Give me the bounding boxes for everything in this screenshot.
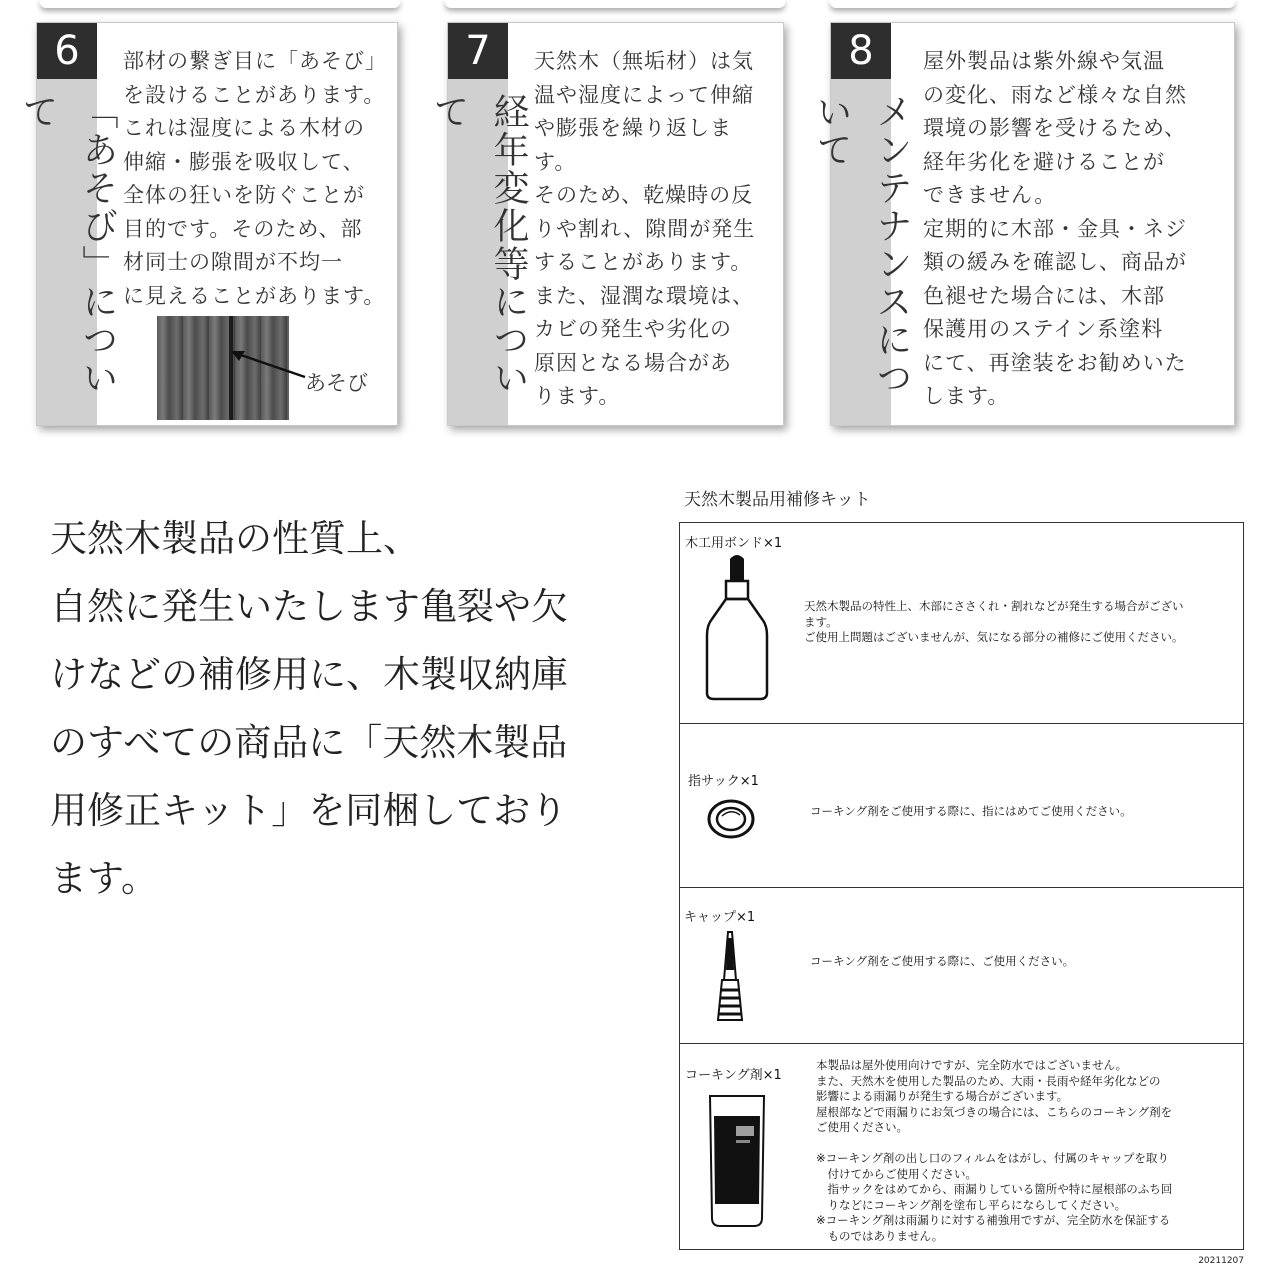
kit-row-cap — [680, 887, 1243, 1043]
info-card-7 — [428, 22, 784, 426]
kit-row-bond — [680, 523, 1243, 723]
finger-cot-icon — [706, 798, 756, 840]
kit-item-label: コーキング剤×1 — [685, 1068, 782, 1083]
card-body: 屋外製品は紫外線や気温 の変化、雨など様々な自然 環境の影響を受けるため、 経年劣化を避けることが できません。 定期的に木部・金具・ネジ 類の緩みを確認し、商品が 色褪せた場合には、木部 保護用のステイン系塗料 にて、再塗装をお勧めいた します。 — [923, 49, 1187, 408]
kit-item-desc: コーキング剤をご使用する際に、ご使用ください。 — [810, 954, 1075, 968]
repair-kit-table — [679, 522, 1244, 1250]
kit-title: 天然木製品用補修キット — [684, 490, 871, 510]
kit-item-label: キャップ×1 — [684, 910, 756, 925]
card-body: 部材の繋ぎ目に「あそび」 を設けることがあります。 これは湿度による木材の 伸縮・膨張を吸収して、 全体の狂いを防ぐことが 目的です。そのため、部 材同士の隙間が不均一 に見えることがあります。 — [123, 49, 387, 308]
nozzle-cap-icon — [710, 930, 750, 1024]
card-title: メンテナンスについて — [811, 93, 912, 397]
kit-item-label: 指サック×1 — [688, 774, 759, 789]
card-edge-top — [445, 0, 785, 8]
card-number: 6 — [37, 23, 97, 79]
kit-item-desc: 天然木製品の特性上、木部にささくれ・割れなどが発生する場合がござい ます。 ご使用上問題はございませんが、気になる部分の補修にご使用ください。 — [804, 599, 1184, 644]
date-code: 20211207 — [1198, 1256, 1244, 1266]
card-number: 8 — [831, 23, 891, 79]
card-edge-top — [830, 0, 1235, 8]
arrow-icon — [227, 343, 307, 383]
kit-item-desc: 本製品は屋外使用向けですが、完全防水ではございません。 また、天然木を使用した製品のため、大雨・長雨や経年劣化などの 影響による雨漏りが発生する場合がございます。 屋根部などで雨漏りにお気づきの場合には、こちらのコーキング剤を ご使用ください。 ※コーキング剤の出し口のフィルムをはがし、付属のキャップを取り 付けてからご使用ください。 指サックをはめてから、雨漏りしている箇所や特に屋根部のふち回 りなどにコーキング剤を塗布し平らにならしてください。 ※コーキング剤は雨漏りに対する補強用ですが、完全防水を保証する ものではありません。 — [816, 1058, 1173, 1243]
glue-bottle-icon — [702, 553, 772, 703]
image-label: あそび — [305, 371, 368, 395]
main-description: 天然木製品の性質上、 自然に発生いたします亀裂や欠 けなどの補修用に、木製収納庫 のすべての商品に「天然木製品 用修正キット」を同梱しており ます。 — [50, 517, 568, 900]
card-edge-top — [40, 0, 400, 8]
kit-item-label: 木工用ボンド×1 — [685, 536, 783, 551]
kit-item-desc: コーキング剤をご使用する際に、指にはめてご使用ください。 — [810, 804, 1132, 818]
card-number: 7 — [448, 23, 508, 79]
caulk-tube-icon — [706, 1092, 768, 1232]
kit-row-caulk — [680, 1043, 1243, 1249]
card-body: 天然木（無垢材）は気 温や湿度によって伸縮 や膨張を繰り返します。 そのため、乾燥時の反 りや割れ、隙間が発生 することがあります。 また、湿潤な環境は、 カビの発生や劣化の 原因となる場合があ ります。 — [534, 49, 756, 408]
info-card-6 — [17, 22, 398, 426]
card-title: 「あそび」について — [17, 93, 118, 397]
kit-row-finger-cot — [680, 723, 1243, 887]
card-title: 経年変化等について — [428, 93, 529, 397]
info-card-8 — [811, 22, 1235, 426]
